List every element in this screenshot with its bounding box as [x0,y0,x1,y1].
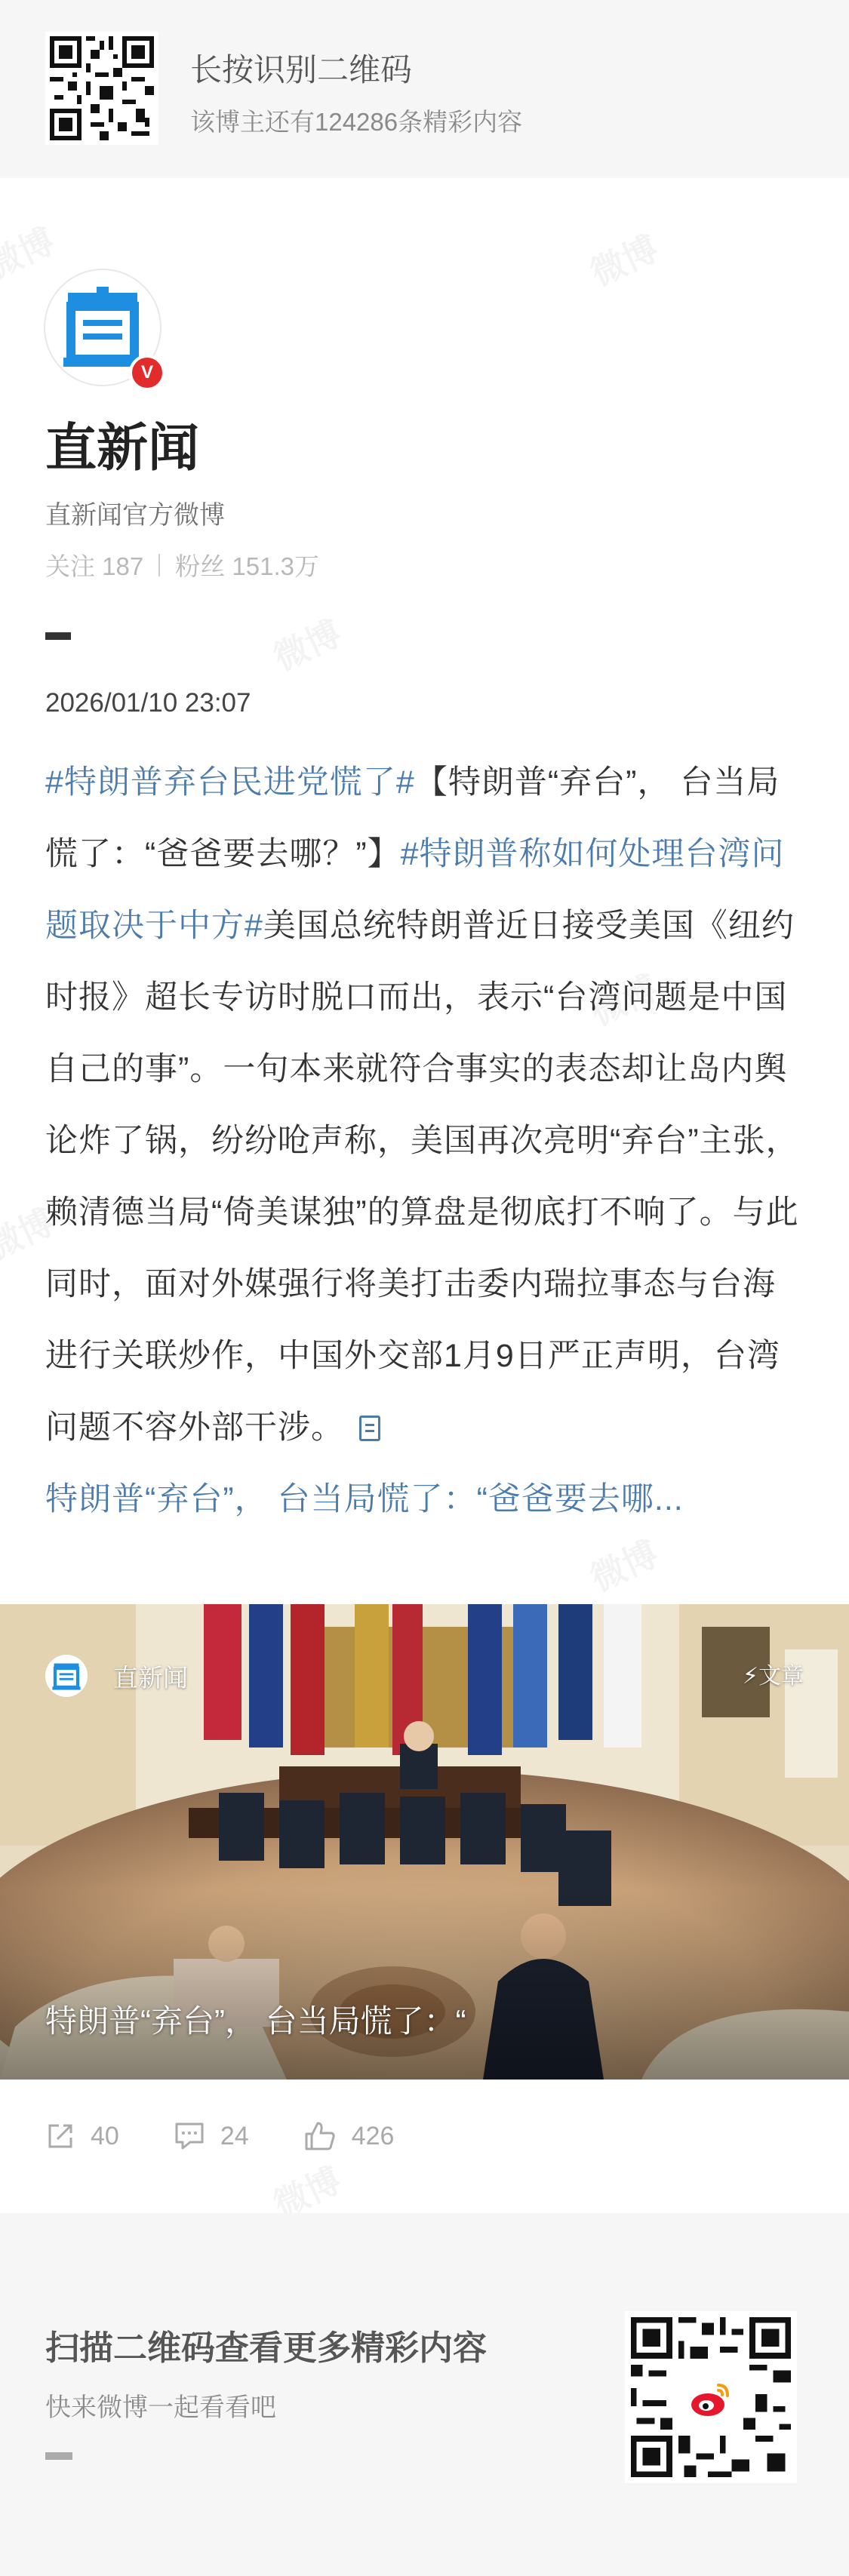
card-type-text: 文章 [758,1664,804,1689]
watermark [264,607,348,681]
article-type-label [743,1657,804,1690]
banner-title: 长按识别二维码 [190,52,413,88]
post-text: 美国总统特朗普近日接受美国《纽约时报》超长专访时脱口而出，表示“台湾问题是中国自己的事”。一句本来就符合事实的表态却让岛内舆论炸了锅，纷纷呛声称，美国再次亮明“弃台”主张，赖清德当局“倚美谋独”的算盘是彻底打不响了。与此同时，面对外媒强行将美打击委内瑞拉事态与台海进行关联炒作，中国外交部1月9日严正声明，台湾问题不容外部干涉。 [45,908,799,1446]
lightning-icon: ⚡ [742,1664,758,1689]
divider [45,2452,72,2460]
footer-subtitle: 快来微博一起看看吧 [45,2393,276,2422]
source-logo-icon [45,1655,88,1697]
comment-icon [174,2121,205,2151]
comment-button[interactable] [174,2121,249,2151]
follow-count: 关注 187 [45,552,144,580]
qr-banner [0,0,849,178]
fans-count: 粉丝 151.3万 [175,552,319,580]
card-source-name: 直新闻 [113,1664,188,1692]
avatar[interactable] [45,270,160,385]
hashtag-link[interactable]: #特朗普称如何处理台湾问题取决于中方# [45,836,785,944]
comment-count: 24 [220,2121,249,2150]
watermark [581,1527,665,1602]
like-count: 426 [351,2121,395,2150]
post-date: 2026/01/10 23:07 [45,688,251,718]
weibo-logo-icon [685,2373,737,2424]
card-title: 特朗普“弃台”， 台当局慌了：“ [45,2003,466,2039]
qr-code[interactable] [45,32,158,145]
repost-count: 40 [91,2121,119,2150]
profile-name[interactable]: 直新闻 [45,420,200,477]
footer-title: 扫描二维码查看更多精彩内容 [45,2329,488,2367]
weibo-qr-code[interactable] [625,2311,797,2483]
thumbs-up-icon [303,2120,337,2152]
divider [45,632,71,640]
divider [158,554,160,576]
zhixinwen-logo-icon [60,287,145,368]
verified-badge-icon: V [129,355,165,391]
banner-subtitle: 该博主还有124286条精彩内容 [190,108,523,136]
watermark [581,222,665,297]
repost-button[interactable] [45,2121,119,2151]
article-icon [359,1416,380,1441]
article-card[interactable] [0,1604,849,2080]
footer [0,2213,849,2576]
hashtag-link[interactable]: #特朗普弃台民进党慌了# [45,764,415,801]
action-bar [45,2120,448,2152]
profile-stats [45,547,319,583]
like-button[interactable] [303,2120,395,2152]
watermark [0,214,62,289]
profile-description: 直新闻官方微博 [45,501,225,530]
post-content [45,747,807,1535]
post-text: 【特朗普“弃台”， 台当局慌了：“爸爸要去哪？”】 [45,764,780,872]
repost-icon [45,2121,75,2151]
article-link[interactable]: 特朗普“弃台”， 台当局慌了：“爸爸要去哪... [45,1481,684,1517]
